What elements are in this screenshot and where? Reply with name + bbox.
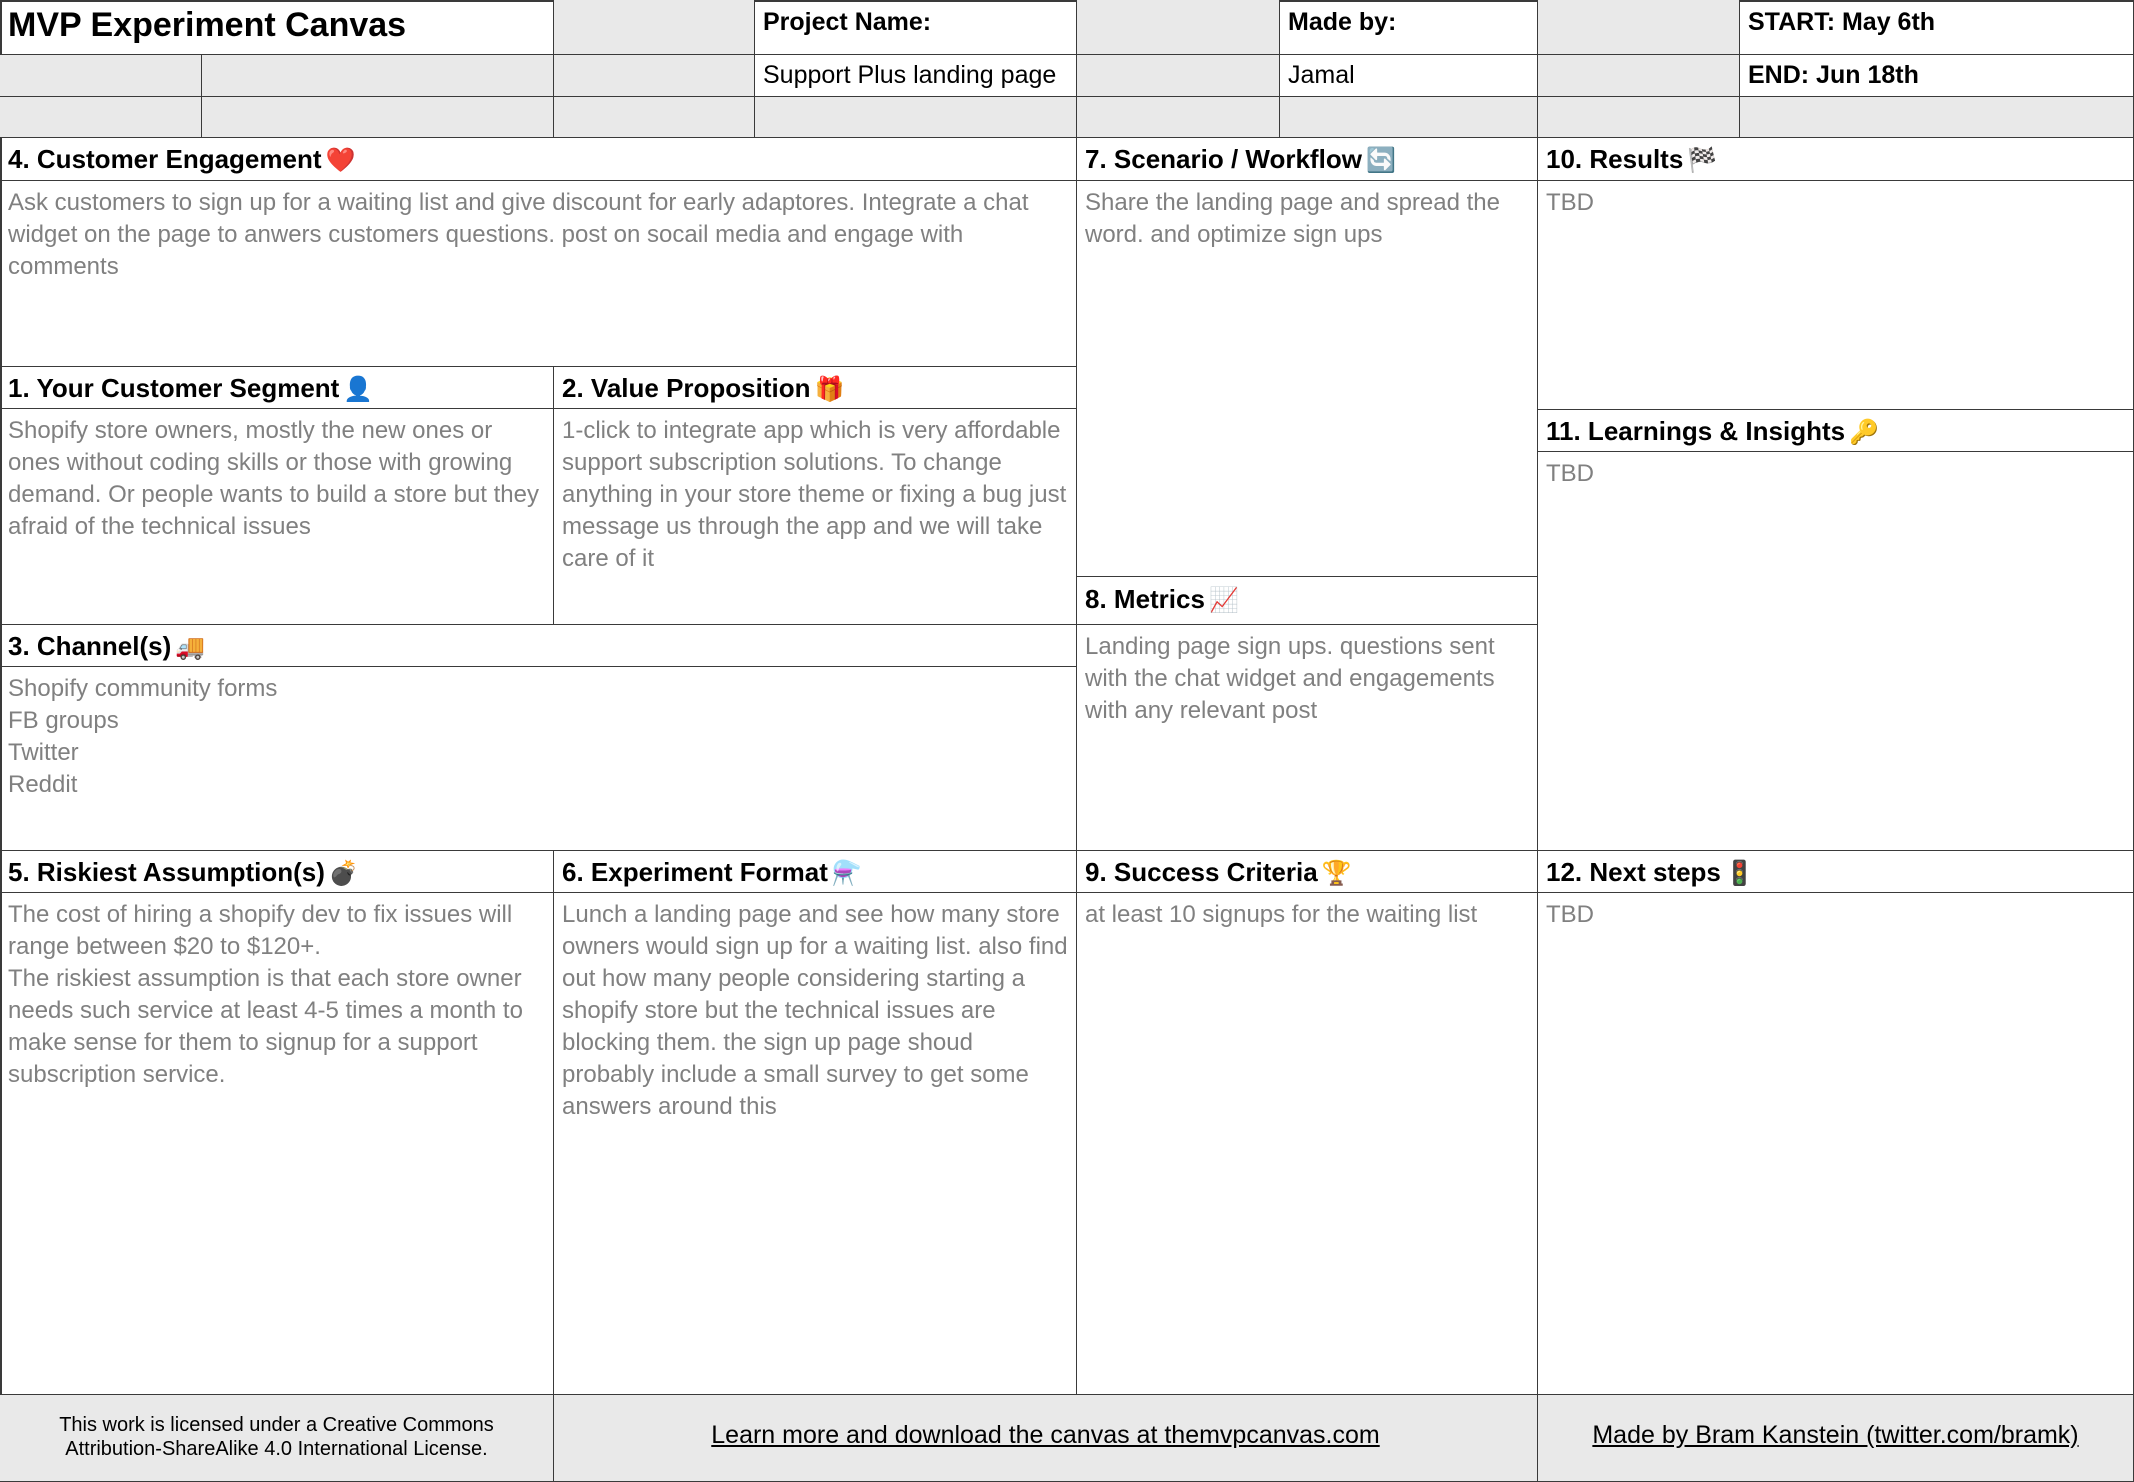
project-name-value: Support Plus landing page xyxy=(763,61,1057,89)
section-text: TBD xyxy=(1546,460,1594,487)
empty-cell[interactable] xyxy=(1280,97,1538,138)
end-date-cell[interactable] xyxy=(1740,55,2134,97)
section-text: The cost of hiring a shopify dev to fix issues will range between $20 to $120+. The riskiest assumption is that each store owner needs such service at least 4-5 times a month to make sense for them to signup for a support subscription service. xyxy=(8,901,523,1088)
truck-icon: 🚚 xyxy=(175,634,206,661)
empty-cell[interactable] xyxy=(554,0,755,55)
start-date: START: May 6th xyxy=(1748,8,1936,36)
metrics-header[interactable] xyxy=(1077,577,1538,625)
customer-segment-content[interactable] xyxy=(0,409,554,625)
made-by-label: Made by: xyxy=(1288,8,1397,36)
section-title: 10. Results xyxy=(1546,144,1684,174)
section-text: Share the landing page and spread the word. and optimize sign ups xyxy=(1085,189,1507,248)
empty-cell[interactable] xyxy=(554,97,755,138)
experiment-format-header[interactable] xyxy=(554,851,1077,893)
made-by-label-cell[interactable] xyxy=(1280,0,1538,55)
next-steps-content[interactable] xyxy=(1538,893,2134,1395)
license-text: This work is licensed under a Creative Commons Attribution-ShareAlike 4.0 International License. xyxy=(59,1414,494,1460)
made-by-credit-cell[interactable] xyxy=(1538,1395,2134,1482)
section-title: 6. Experiment Format xyxy=(562,857,828,887)
section-text: at least 10 signups for the waiting list xyxy=(1085,901,1478,928)
empty-cell[interactable] xyxy=(1077,97,1280,138)
riskiest-assumptions-content[interactable] xyxy=(0,893,554,1395)
empty-cell[interactable] xyxy=(554,55,755,97)
section-text: Shopify community forms FB groups Twitter Reddit xyxy=(8,675,278,798)
start-date-cell[interactable] xyxy=(1740,0,2134,55)
empty-cell[interactable] xyxy=(1538,0,1740,55)
made-by-value: Jamal xyxy=(1288,61,1355,89)
trophy-icon: 🏆 xyxy=(1321,860,1352,887)
person-icon: 👤 xyxy=(343,376,374,403)
section-title: 3. Channel(s) xyxy=(8,631,172,661)
chart-increasing-icon: 📈 xyxy=(1208,587,1239,614)
section-text: 1-click to integrate app which is very affordable support subscription solutions. To change anything in your store theme or fixing a bug just message us through the app and we will take care of it xyxy=(562,417,1073,572)
section-text: Ask customers to sign up for a waiting list and give discount for early adaptores. Integrate a chat widget on the page to anwers customers questions. post on socail media and engage with comments xyxy=(8,189,1036,280)
made-by-credit-link[interactable]: Made by Bram Kanstein (twitter.com/bramk) xyxy=(1592,1421,2079,1449)
scenario-workflow-content[interactable] xyxy=(1077,181,1538,577)
customer-engagement-header[interactable] xyxy=(0,138,1077,181)
license-cell[interactable] xyxy=(0,1395,554,1482)
learnings-insights-header[interactable] xyxy=(1538,410,2134,452)
learnings-insights-content[interactable] xyxy=(1538,452,2134,851)
traffic-light-icon: 🚦 xyxy=(1724,860,1755,887)
empty-cell[interactable] xyxy=(202,97,554,138)
value-proposition-header[interactable] xyxy=(554,367,1077,409)
customer-engagement-content[interactable] xyxy=(0,181,1077,367)
key-icon: 🔑 xyxy=(1849,419,1879,446)
section-title: 8. Metrics xyxy=(1085,584,1205,614)
bomb-icon: 💣 xyxy=(328,860,359,887)
empty-cell[interactable] xyxy=(1538,55,1740,97)
channels-content[interactable] xyxy=(0,667,1077,851)
success-criteria-header[interactable] xyxy=(1077,851,1538,893)
section-text: Lunch a landing page and see how many store owners would sign up for a waiting list. also find out how many people considering starting a shopify store but the technical issues are blocking them. the sign up page shoud probably include a small survey to get some answers around this xyxy=(562,901,1075,1120)
checkered-flag-icon: 🏁 xyxy=(1687,147,1718,174)
section-title: 5. Riskiest Assumption(s) xyxy=(8,857,325,887)
project-name-value-cell[interactable] xyxy=(755,55,1077,97)
empty-cell[interactable] xyxy=(1740,97,2134,138)
project-name-label: Project Name: xyxy=(763,8,932,36)
metrics-content[interactable] xyxy=(1077,625,1538,851)
section-text: Landing page sign ups. questions sent with the chat widget and engagements with any relevant post xyxy=(1085,633,1502,724)
learn-more-link[interactable]: Learn more and download the canvas at themvpcanvas.com xyxy=(711,1421,1380,1449)
section-title: 4. Customer Engagement xyxy=(8,144,322,174)
heart-icon: ❤️ xyxy=(325,147,356,174)
section-title: 2. Value Proposition xyxy=(562,373,811,403)
end-date: END: Jun 18th xyxy=(1748,61,1919,89)
results-header[interactable] xyxy=(1538,138,2134,181)
section-title: 7. Scenario / Workflow xyxy=(1085,144,1362,174)
section-title: 9. Success Criteria xyxy=(1085,857,1318,887)
canvas-title: MVP Experiment Canvas xyxy=(8,6,407,44)
title-cell[interactable] xyxy=(0,0,554,55)
learn-more-cell[interactable] xyxy=(554,1395,1538,1482)
empty-cell[interactable] xyxy=(1538,97,1740,138)
experiment-format-content[interactable] xyxy=(554,893,1077,1395)
section-text: TBD xyxy=(1546,901,1594,928)
gift-icon: 🎁 xyxy=(814,376,845,403)
section-title: 12. Next steps xyxy=(1546,857,1721,887)
section-title: 1. Your Customer Segment xyxy=(8,373,340,403)
empty-cell[interactable] xyxy=(0,55,202,97)
made-by-value-cell[interactable] xyxy=(1280,55,1538,97)
refresh-icon: 🔄 xyxy=(1365,147,1396,174)
alembic-icon: ⚗️ xyxy=(831,860,862,887)
customer-segment-header[interactable] xyxy=(0,367,554,409)
riskiest-assumptions-header[interactable] xyxy=(0,851,554,893)
success-criteria-content[interactable] xyxy=(1077,893,1538,1395)
channels-header[interactable] xyxy=(0,625,1077,667)
scenario-workflow-header[interactable] xyxy=(1077,138,1538,181)
next-steps-header[interactable] xyxy=(1538,851,2134,893)
project-name-label-cell[interactable] xyxy=(755,0,1077,55)
empty-cell[interactable] xyxy=(202,55,554,97)
empty-cell[interactable] xyxy=(1077,0,1280,55)
section-title: 11. Learnings & Insights xyxy=(1546,416,1846,446)
empty-cell[interactable] xyxy=(0,97,202,138)
empty-cell[interactable] xyxy=(1077,55,1280,97)
section-text: TBD xyxy=(1546,189,1594,216)
empty-cell[interactable] xyxy=(755,97,1077,138)
results-content[interactable] xyxy=(1538,181,2134,410)
value-proposition-content[interactable] xyxy=(554,409,1077,625)
section-text: Shopify store owners, mostly the new ones or ones without coding skills or those with growing demand. Or people wants to build a store but they afraid of the technical issues xyxy=(8,417,546,540)
